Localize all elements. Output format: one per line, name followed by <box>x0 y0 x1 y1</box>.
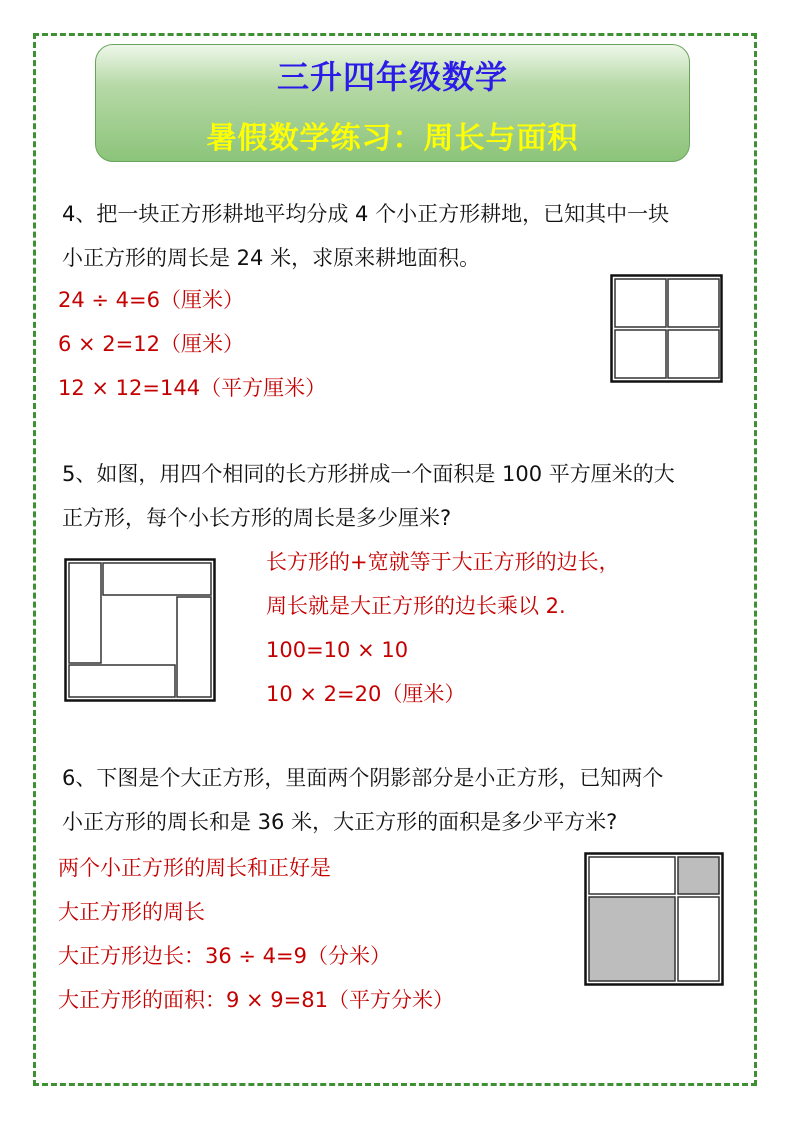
q6-answer-4: 大正方形的面积：9 × 9=81（平方分米） <box>58 988 454 1012</box>
q6-shaded-square-figure <box>584 852 724 986</box>
q5-answer-3: 100=10 × 10 <box>266 638 409 662</box>
q6-answer-1: 两个小正方形的周长和正好是 <box>58 856 331 880</box>
page-subtitle: 暑假数学练习：周长与面积 <box>206 121 579 156</box>
q4-text-line2: 小正方形的周长是 24 米，求原来耕地面积。 <box>62 246 481 270</box>
q5-text-line1: 5、如图，用四个相同的长方形拼成一个面积是 100 平方厘米的大 <box>62 462 675 486</box>
q6-answer-3: 大正方形边长：36 ÷ 4=9（分米） <box>58 944 391 968</box>
q5-rectangles-figure <box>64 558 216 702</box>
q5-answer-2: 周长就是大正方形的边长乘以 2. <box>266 594 566 618</box>
q6-answer-2: 大正方形的周长 <box>58 900 205 924</box>
q4-text-line1: 4、把一块正方形耕地平均分成 4 个小正方形耕地，已知其中一块 <box>62 202 670 226</box>
q6-text-line2: 小正方形的周长和是 36 米，大正方形的面积是多少平方米? <box>62 810 618 834</box>
q5-answer-1: 长方形的+宽就等于大正方形的边长， <box>266 550 620 574</box>
q4-answer-3: 12 × 12=144（平方厘米） <box>58 376 327 400</box>
q6-text-line1: 6、下图是个大正方形，里面两个阴影部分是小正方形，已知两个 <box>62 766 664 790</box>
q4-answer-1: 24 ÷ 4=6（厘米） <box>58 288 244 312</box>
q4-square-figure <box>610 274 724 384</box>
q5-text-line2: 正方形，每个小长方形的周长是多少厘米? <box>62 506 452 530</box>
q4-answer-2: 6 × 2=12（厘米） <box>58 332 244 356</box>
q5-answer-4: 10 × 2=20（厘米） <box>266 682 466 706</box>
page-title: 三升四年级数学 <box>276 58 508 96</box>
